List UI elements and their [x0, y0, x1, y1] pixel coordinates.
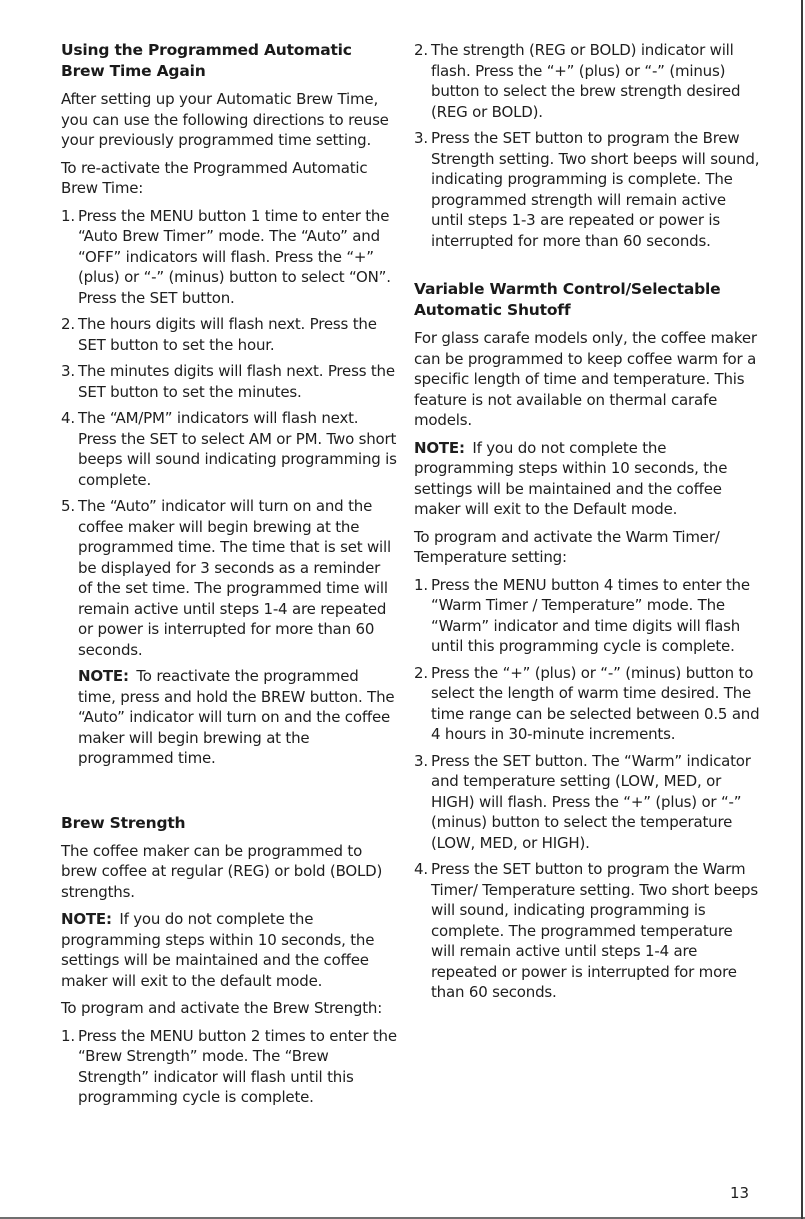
- step-text: Press the MENU button 4 times to enter the “Warm Timer / Temperature” mode. The “Warm” indicator and time digits will flash until this programming cycle is complete.: [431, 575, 750, 655]
- step-number: 4.: [414, 860, 428, 878]
- right-edge-divider: [801, 0, 803, 1219]
- section-heading-warmth-control: [414, 279, 760, 321]
- heading-line: Brew Time Again: [61, 62, 206, 80]
- step-number: 5.: [61, 497, 75, 515]
- step-number: 4.: [61, 409, 75, 427]
- step-text: Press the MENU button 2 times to enter the “Brew Strength” mode. The “Brew Strength” indicator will flash until this programming cycle is complete.: [78, 1026, 397, 1106]
- step-text: Press the SET button to program the Warm Timer/ Temperature setting. Two short beeps will sound, indicating programming is complete. The programmed temperature will remain active until steps 1-4 are repeated or power is interrupted for more than 60 seconds.: [431, 860, 758, 1001]
- lead-paragraph: To program and activate the Warm Timer/ Temperature setting:: [414, 527, 720, 566]
- note-label: NOTE:: [414, 438, 465, 457]
- step-text: The strength (REG or BOLD) indicator will flash. Press the “+” (plus) or “-” (minus) button to select the brew strength desired (REG or BOLD).: [431, 41, 741, 121]
- note-paragraph: [61, 909, 397, 991]
- list-item: [61, 1026, 397, 1108]
- step-text: The “AM/PM” indicators will flash next. Press the SET to select AM or PM. Two short beeps will sound indicating programming is complete.: [78, 409, 397, 489]
- lead-paragraph: To re-activate the Programmed Automatic Brew Time:: [61, 158, 368, 197]
- list-item: [61, 314, 397, 355]
- step-text: The minutes digits will flash next. Press the SET button to set the minutes.: [78, 362, 395, 401]
- list-item: [414, 859, 760, 1003]
- note-text: If you do not complete the programming steps within 10 seconds, the settings will be maintained and the coffee maker will exit to the Default mode.: [414, 438, 728, 518]
- step-text: Press the “+” (plus) or “-” (minus) button to select the length of warm time desired. The time range can be selected between 0.5 and 4 hours in 30-minute increments.: [431, 663, 760, 743]
- step-number: 3.: [414, 751, 428, 770]
- note-label: NOTE:: [78, 667, 129, 685]
- steps-list: [414, 575, 760, 1003]
- intro-paragraph: For glass carafe models only, the coffee maker can be programmed to keep coffee warm for a specific length of time and temperature. This feature is not available on thermal carafe models.: [414, 329, 757, 429]
- note-text: To reactivate the programmed time, press and hold the BREW button. The “Auto” indicator will turn on and the coffee maker will begin brewing at the programmed time.: [78, 667, 395, 767]
- list-item: [414, 575, 760, 657]
- intro-paragraph: The coffee maker can be programmed to brew coffee at regular (REG) or bold (BOLD) strengths.: [61, 841, 383, 901]
- section-spacer: [61, 775, 397, 813]
- step-text: Press the MENU button 1 time to enter the “Auto Brew Timer” mode. The “Auto” and “OFF” indicators will flash. Press the “+” (plus) or “-” (minus) button to select “ON”. Press the SET button.: [78, 206, 391, 307]
- heading-line: Automatic Shutoff: [414, 301, 571, 319]
- list-item: [414, 751, 760, 854]
- list-item: [61, 408, 397, 490]
- step-note: [78, 666, 397, 769]
- lead-paragraph: To program and activate the Brew Strength:: [61, 999, 383, 1017]
- intro-paragraph: After setting up your Automatic Brew Time, you can use the following directions to reuse your previously programmed time setting.: [61, 90, 389, 149]
- step-number: 2.: [414, 663, 428, 682]
- list-item: [61, 361, 397, 402]
- step-number: 1.: [61, 1026, 75, 1045]
- left-column: [61, 40, 397, 1114]
- list-item: [61, 206, 397, 309]
- section-heading-programmed-brew-time: [61, 40, 397, 82]
- section-heading-brew-strength: Brew Strength: [61, 813, 186, 832]
- step-number: 2.: [61, 315, 75, 333]
- step-text: Press the SET button to program the Brew Strength setting. Two short beeps will sound, indicating programming is complete. The programmed strength will remain active until steps 1-3 are repeated or power is interrupted for more than 60 seconds.: [431, 129, 760, 250]
- steps-list: [61, 1026, 397, 1108]
- step-body: [78, 496, 397, 769]
- step-number: 3.: [414, 129, 428, 147]
- note-text: If you do not complete the programming steps within 10 seconds, the settings will be maintained and the coffee maker will exit to the default mode.: [61, 910, 375, 990]
- step-number: 1.: [61, 206, 75, 225]
- section-spacer: [414, 257, 760, 279]
- page-number: 13: [730, 1184, 750, 1202]
- step-text: The “Auto” indicator will turn on and the coffee maker will begin brewing at the programmed time. The time that is set will be displayed for 3 seconds as a reminder of the set time. The programmed time will remain active until steps 1-4 are repeated or power is interrupted for more than 60 seconds.: [78, 497, 391, 659]
- step-number: 3.: [61, 362, 75, 380]
- step-number: 2.: [414, 41, 428, 59]
- list-item: [61, 496, 397, 769]
- step-text: Press the SET button. The “Warm” indicator and temperature setting (LOW, MED, or HIGH) will flash. Press the “+” (plus) or “-” (minus) button to select the temperature (LOW, MED, or HIGH).: [431, 751, 751, 852]
- step-text: The hours digits will flash next. Press the SET button to set the hour.: [78, 315, 377, 354]
- list-item: [414, 128, 760, 251]
- list-item: [414, 40, 760, 122]
- right-column: [414, 40, 760, 1009]
- heading-line: Using the Programmed Automatic: [61, 41, 352, 59]
- heading-line: Variable Warmth Control/Selectable: [414, 280, 721, 298]
- steps-list: [414, 40, 760, 251]
- note-paragraph: [414, 438, 760, 520]
- step-number: 1.: [414, 575, 428, 594]
- steps-list: [61, 206, 397, 769]
- note-label: NOTE:: [61, 910, 112, 928]
- list-item: [414, 663, 760, 745]
